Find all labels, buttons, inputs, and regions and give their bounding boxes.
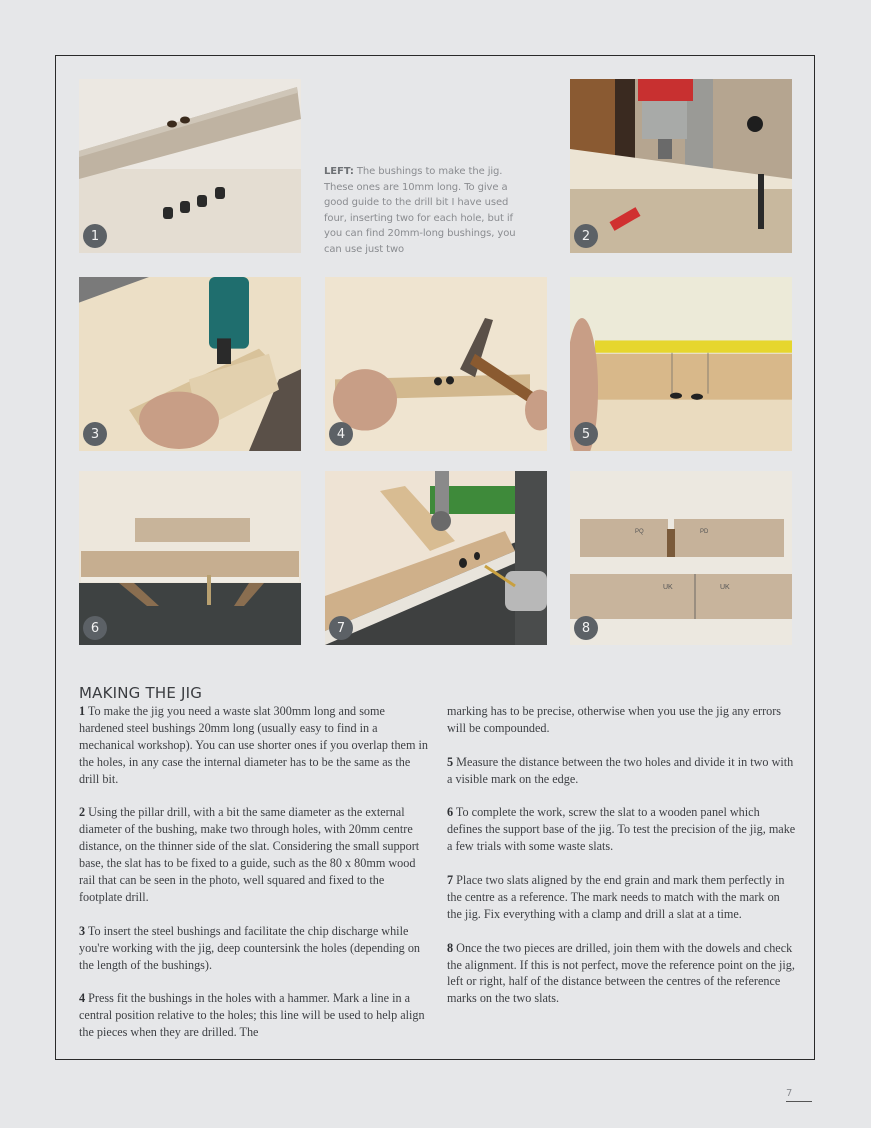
page-number: 7	[786, 1088, 812, 1102]
step-text: To complete the work, screw the slat to a wooden panel which defines the support base of the jig. To test the precision of the jig, make a few trials with some waste slats.	[447, 805, 796, 854]
photo-2	[570, 79, 792, 253]
photo-6	[79, 471, 301, 645]
step-8	[447, 940, 797, 1008]
step-text: marking has to be precise, otherwise when you use the jig any errors will be compounded.	[447, 704, 782, 735]
photo-number-badge: 6	[83, 616, 107, 640]
text-column-right	[447, 703, 797, 1024]
step-number: 4	[79, 991, 86, 1006]
svg-text:UK: UK	[720, 584, 730, 591]
step-text: To insert the steel bushings and facilitate the chip discharge while you're working with the jig, deep countersink the holes (depending on the length of the bushings).	[79, 923, 421, 972]
step-5	[447, 754, 797, 788]
photo-number-badge: 5	[574, 422, 598, 446]
step-text: Press fit the bushings in the holes with a hammer. Mark a line in a central position relative to the holes; this line will be used to help align the pieces when they are drilled. The	[79, 991, 425, 1040]
caption-label: LEFT:	[324, 166, 354, 177]
step-1	[79, 703, 429, 788]
text-column-left	[79, 703, 429, 1058]
step-text: Place two slats aligned by the end grain and mark them perfectly in the centre as a reference. The mark needs to match with the mark on the jig. Fix everything with a clamp and drill a slat at a time.	[447, 873, 785, 921]
step-number: 5	[447, 754, 454, 769]
step-text: To make the jig you need a waste slat 300mm long and some hardened steel bushings 20mm long (usually easy to find in a mechanical workshop). You can use shorter ones if you overlap them in the holes, in any case the internal diameter has to be the same as the drill bit.	[79, 704, 428, 786]
svg-text:PD: PD	[700, 529, 709, 535]
step-number: 2	[79, 805, 86, 820]
section-heading: MAKING THE JIG	[79, 684, 203, 702]
step-number: 6	[447, 805, 454, 820]
step-number: 1	[79, 704, 86, 718]
photo-number-badge: 2	[574, 224, 598, 248]
photo-8	[570, 471, 792, 645]
photo-caption	[324, 164, 524, 258]
photo-number-badge: 7	[329, 616, 353, 640]
step-number: 8	[447, 940, 454, 955]
step-6	[447, 804, 797, 855]
step-4	[79, 990, 429, 1041]
photo-3	[79, 277, 301, 451]
svg-text:PQ: PQ	[635, 529, 644, 535]
photo-number-badge: 1	[83, 224, 107, 248]
photo-1	[79, 79, 301, 253]
caption-text: The bushings to make the jig. These ones are 10mm long. To give a good guide to the drill bit I have used four, inserting two for each hole, but if you can find 20mm-long bushings, you can use just two	[324, 166, 516, 255]
step-text: Using the pillar drill, with a bit the same diameter as the external diameter of the bushing, make two through holes, with 20mm centre distance, on the thinner side of the slat. Considering the small support base, the slat has to be fixed to a guide, such as the 80 x 80mm wood rail that can be seen in the photo, well squared and fixed to the footplate drill.	[79, 805, 420, 904]
step-text: Measure the distance between the two holes and divide it in two with a visible mark on the edge.	[447, 754, 794, 786]
photo-5	[570, 277, 792, 451]
step-4-continued	[447, 703, 797, 737]
photo-4	[325, 277, 547, 451]
photo-number-badge: 3	[83, 422, 107, 446]
svg-text:UK: UK	[663, 584, 673, 591]
step-number: 3	[79, 923, 86, 938]
photo-number-badge: 4	[329, 422, 353, 446]
photo-7	[325, 471, 547, 645]
step-3	[79, 923, 429, 974]
step-text: Once the two pieces are drilled, join them with the dowels and check the alignment. If this is not perfect, move the reference point on the jig, left or right, half of the distance between the centres of the reference marks on the two slats.	[447, 940, 795, 1006]
step-7	[447, 872, 797, 923]
photo-number-badge: 8	[574, 616, 598, 640]
step-2	[79, 804, 429, 905]
step-number: 7	[447, 873, 454, 888]
